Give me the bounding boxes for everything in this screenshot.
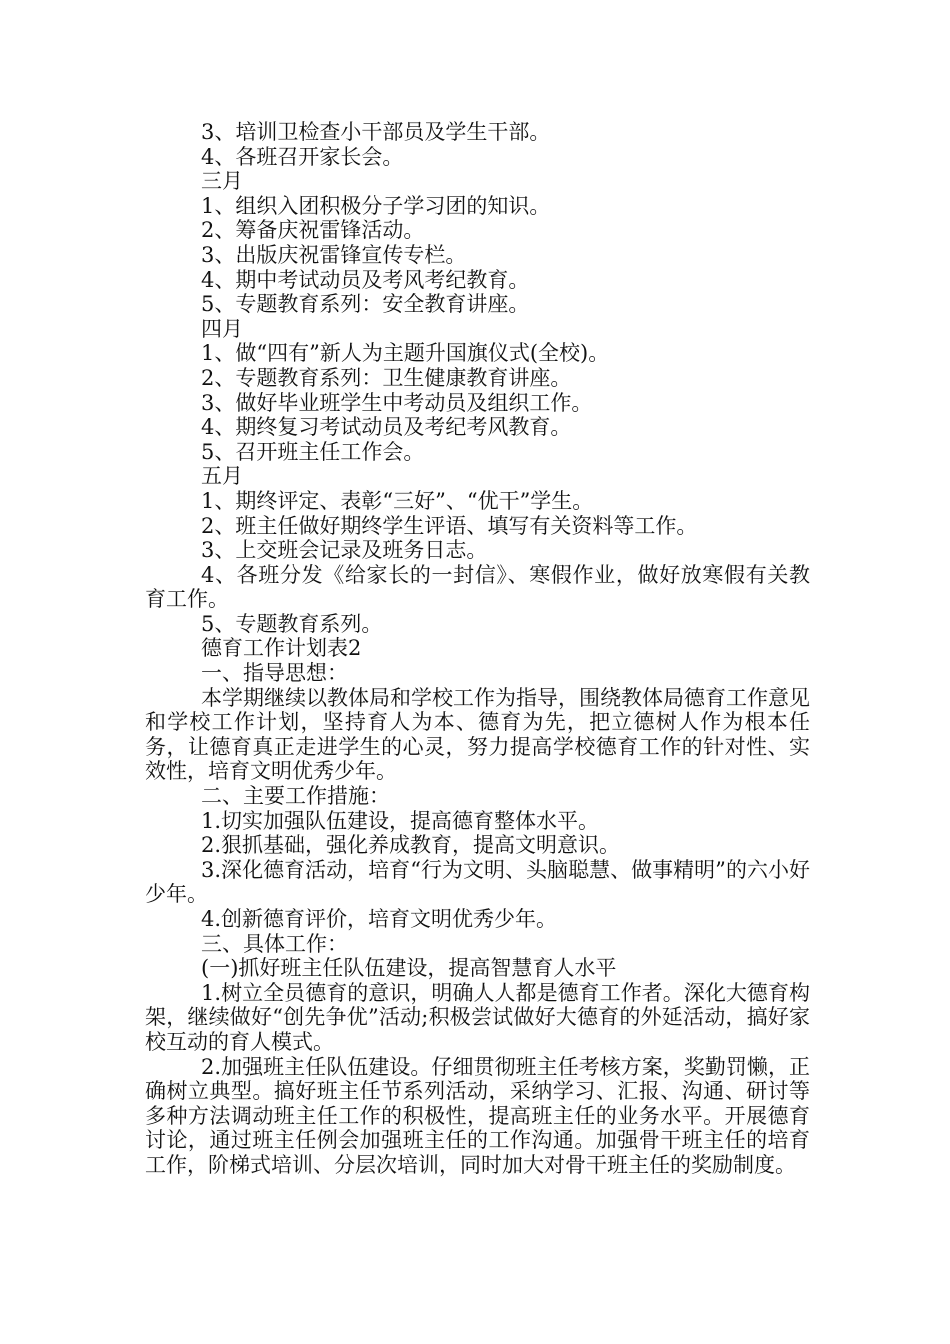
paragraph: 3、出版庆祝雷锋宣传专栏。 xyxy=(201,242,467,267)
paragraph: 1.切实加强队伍建设，提高德育整体水平。 xyxy=(201,808,600,833)
paragraph: 3.深化德育活动，培育“行为文明、头脑聪慧、做事精明”的六小好少年。 xyxy=(145,857,810,907)
paragraph: 4、期中考试动员及考风考纪教育。 xyxy=(201,267,530,292)
paragraph: 2.加强班主任队伍建设。仔细贯彻班主任考核方案，奖勤罚懒，正确树立典型。搞好班主任节系列活动，采纳学习、汇报、沟通、研讨等多种方法调动班主任工作的积极性，提高班主任的业务水平。开展德育讨论，通过班主任例会加强班主任的工作沟通。加强骨干班主任的培育工作，阶梯式培训、分层次培训，同时加大对骨干班主任的奖励制度。 xyxy=(145,1054,810,1177)
section-title: 德育工作计划表2 xyxy=(201,636,362,661)
paragraph: 2、班主任做好期终学生评语、填写有关资料等工作。 xyxy=(201,513,698,538)
section-heading: 一、指导思想： xyxy=(201,661,348,686)
paragraph: 5、专题教育系列。 xyxy=(201,611,383,636)
paragraph: 1、做“四有”新人为主题升国旗仪式(全校)。 xyxy=(201,341,610,366)
month-heading: 五月 xyxy=(201,464,243,489)
paragraph: 1、期终评定、表彰“三好”、“优干”学生。 xyxy=(201,488,594,513)
paragraph: 4、各班召开家长会。 xyxy=(201,144,404,169)
paragraph: 3、做好毕业班学生中考动员及组织工作。 xyxy=(201,390,593,415)
paragraph: 4、各班分发《给家长的一封信》、寒假作业，做好放寒假有关教育工作。 xyxy=(145,562,810,612)
subsection-heading: (一)抓好班主任队伍建设，提高智慧育人水平 xyxy=(201,956,617,981)
paragraph: 5、召开班主任工作会。 xyxy=(201,439,425,464)
paragraph: 4.创新德育评价，培育文明优秀少年。 xyxy=(201,907,558,931)
month-heading: 三月 xyxy=(201,169,243,194)
section-heading: 三、具体工作： xyxy=(201,931,348,956)
paragraph: 本学期继续以教体局和学校工作为指导，围绕教体局德育工作意见和学校工作计划，坚持育人为本、德育为先，把立德树人作为根本任务，让德育真正走进学生的心灵，努力提高学校德育工作的针对性、实效性，培育文明优秀少年。 xyxy=(145,685,810,784)
paragraph: 2、专题教育系列：卫生健康教育讲座。 xyxy=(201,365,572,390)
paragraph: 1.树立全员德育的意识，明确人人都是德育工作者。深化大德育构架，继续做好“创先争优”活动;积极尝试做好大德育的外延活动，搞好家校互动的育人模式。 xyxy=(145,980,810,1054)
paragraph: 2.狠抓基础，强化养成教育，提高文明意识。 xyxy=(201,833,621,858)
month-heading: 四月 xyxy=(201,316,243,341)
paragraph: 3、上交班会记录及班务日志。 xyxy=(201,538,488,563)
section-heading: 二、主要工作措施： xyxy=(201,784,390,809)
paragraph: 1、组织入团积极分子学习团的知识。 xyxy=(201,193,551,218)
paragraph: 2、筹备庆祝雷锋活动。 xyxy=(201,218,425,243)
document-body xyxy=(145,120,810,1178)
paragraph: 3、培训卫检查小干部员及学生干部。 xyxy=(201,120,551,144)
paragraph: 5、专题教育系列：安全教育讲座。 xyxy=(201,292,530,317)
paragraph: 4、期终复习考试动员及考纪考风教育。 xyxy=(201,415,572,440)
